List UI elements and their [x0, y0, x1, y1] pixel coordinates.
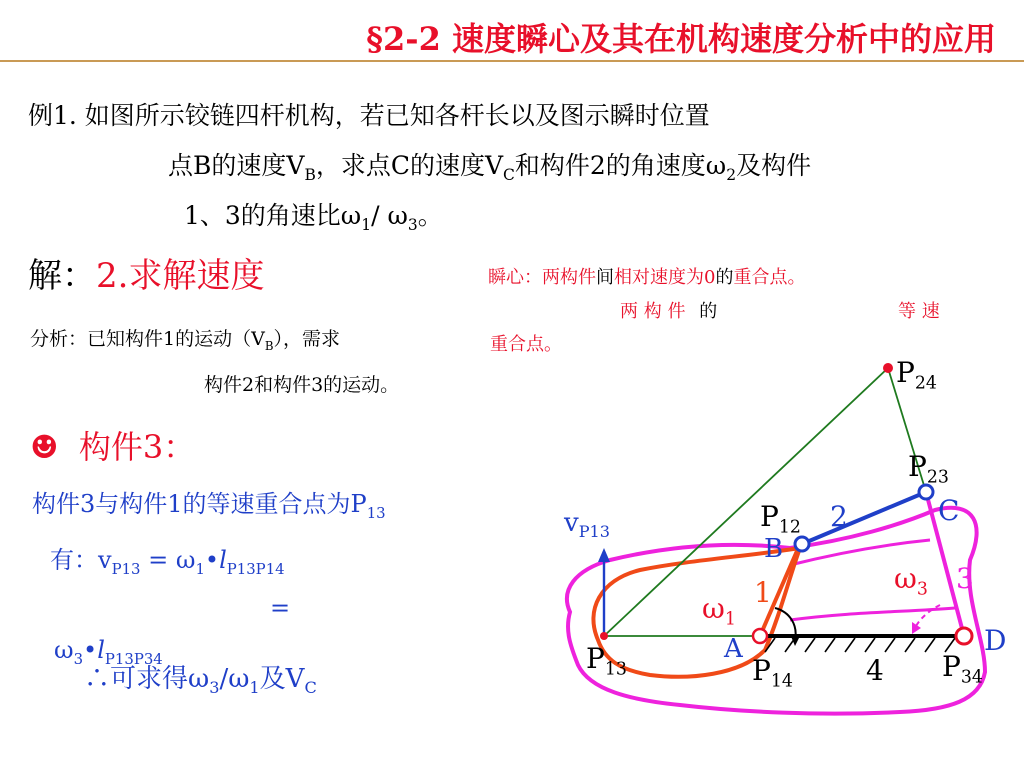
subscript: 2 [726, 166, 737, 184]
eq-text: l [219, 546, 227, 574]
label-p34: $P_{34}$ [942, 650, 983, 688]
label-p14: $P_{14}$ [752, 654, 793, 692]
note-text: 的 [715, 267, 734, 288]
link-2-line [802, 492, 926, 544]
point-p24 [883, 363, 893, 373]
joint-d [956, 628, 972, 644]
subscript: 1 [361, 216, 372, 234]
page-title: §2-2 速度瞬心及其在机构速度分析中的应用 [366, 20, 996, 58]
label-omega1: $\omega_1$ [702, 592, 736, 630]
subscript: C [503, 166, 515, 184]
label-link-1: 1 [754, 576, 772, 609]
subscript: 1 [195, 559, 205, 578]
link-3-inner-curve [790, 540, 955, 620]
arrowhead-icon [598, 548, 610, 562]
smiley-bullet-icon: ☻ [30, 428, 59, 466]
problem-text: / ω [371, 201, 408, 230]
instant-center-note-equal-speed: 等 速 [898, 301, 940, 322]
note-text: 瞬心：两构件 [488, 267, 596, 288]
label-vp13: $v_{P13}$ [564, 508, 611, 542]
note-text: 重合点。 [733, 267, 806, 288]
subscript: 3 [209, 678, 220, 698]
statement-text: 构件3与构件1的等速重合点为P [32, 490, 367, 518]
subscript: B [304, 166, 316, 184]
subscript: B [264, 338, 274, 353]
label-link-4: 4 [866, 654, 884, 687]
subscript: 1 [249, 678, 260, 698]
instant-center-note-row3: 重合点。 [490, 334, 562, 355]
label-d: D [984, 624, 1007, 657]
solution-prefix: 解： [28, 256, 96, 296]
subscript: P13 [111, 559, 141, 578]
equals-sign: = [270, 594, 291, 622]
subscript: 13 [366, 503, 386, 522]
note-text: 间 [596, 267, 614, 288]
label-p12: $P_{12}$ [760, 500, 801, 538]
subscript: 3 [73, 649, 84, 668]
note-text: 相对速度为0 [614, 267, 716, 288]
eq-text: l [97, 636, 105, 664]
note-text: 两 构 件 [620, 301, 686, 322]
subscript: C [304, 678, 317, 698]
point-p13 [600, 632, 608, 640]
problem-line-1: 例1. 如图所示铰链四杆机构，若已知各杆长以及图示瞬时位置 [28, 101, 710, 130]
problem-text: 和构件2的角速度ω [514, 151, 727, 180]
analysis-line-2: 构件2和构件3的运动。 [204, 374, 400, 396]
problem-text: 点B的速度V [168, 151, 305, 180]
problem-text: ，求点C的速度V [315, 151, 504, 180]
problem-text: 及构件 [736, 151, 812, 180]
label-link-3: 3 [956, 562, 974, 595]
label-b: B [764, 534, 784, 564]
eq-text: 有：v [50, 546, 112, 574]
solution-step: 2.求解速度 [96, 256, 265, 296]
analysis-text: 分析：已知构件1的运动（V [30, 328, 265, 350]
eq-text: • [83, 636, 98, 664]
eq-text: • [204, 546, 220, 574]
problem-text: 。 [417, 201, 443, 230]
component-label: 构件3： [78, 428, 196, 466]
label-a: A [724, 634, 743, 664]
subscript: 3 [407, 216, 418, 234]
label-c: C [938, 494, 960, 527]
label-p23: $P_{23}$ [908, 450, 949, 488]
label-p13: $P_{13}$ [586, 642, 627, 680]
label-omega3: $\omega_3$ [894, 562, 928, 600]
conclusion-text: ∴可求得ω [84, 664, 210, 694]
conclusion-text: 及V [259, 664, 305, 694]
label-link-2: 2 [830, 500, 848, 533]
eq-text: = ω [140, 546, 196, 574]
joint-b [795, 537, 809, 551]
label-p24: $P_{24}$ [896, 356, 937, 394]
problem-text: 1、3的角速比ω [184, 201, 362, 230]
subscript: P13P34 [104, 649, 163, 668]
eq-text: ω [54, 636, 74, 664]
joint-a [753, 629, 767, 643]
analysis-text: ），需求 [273, 328, 340, 350]
subscript: P13P14 [226, 559, 285, 578]
conclusion-text: /ω [219, 664, 250, 694]
note-text: 的 [699, 301, 718, 322]
